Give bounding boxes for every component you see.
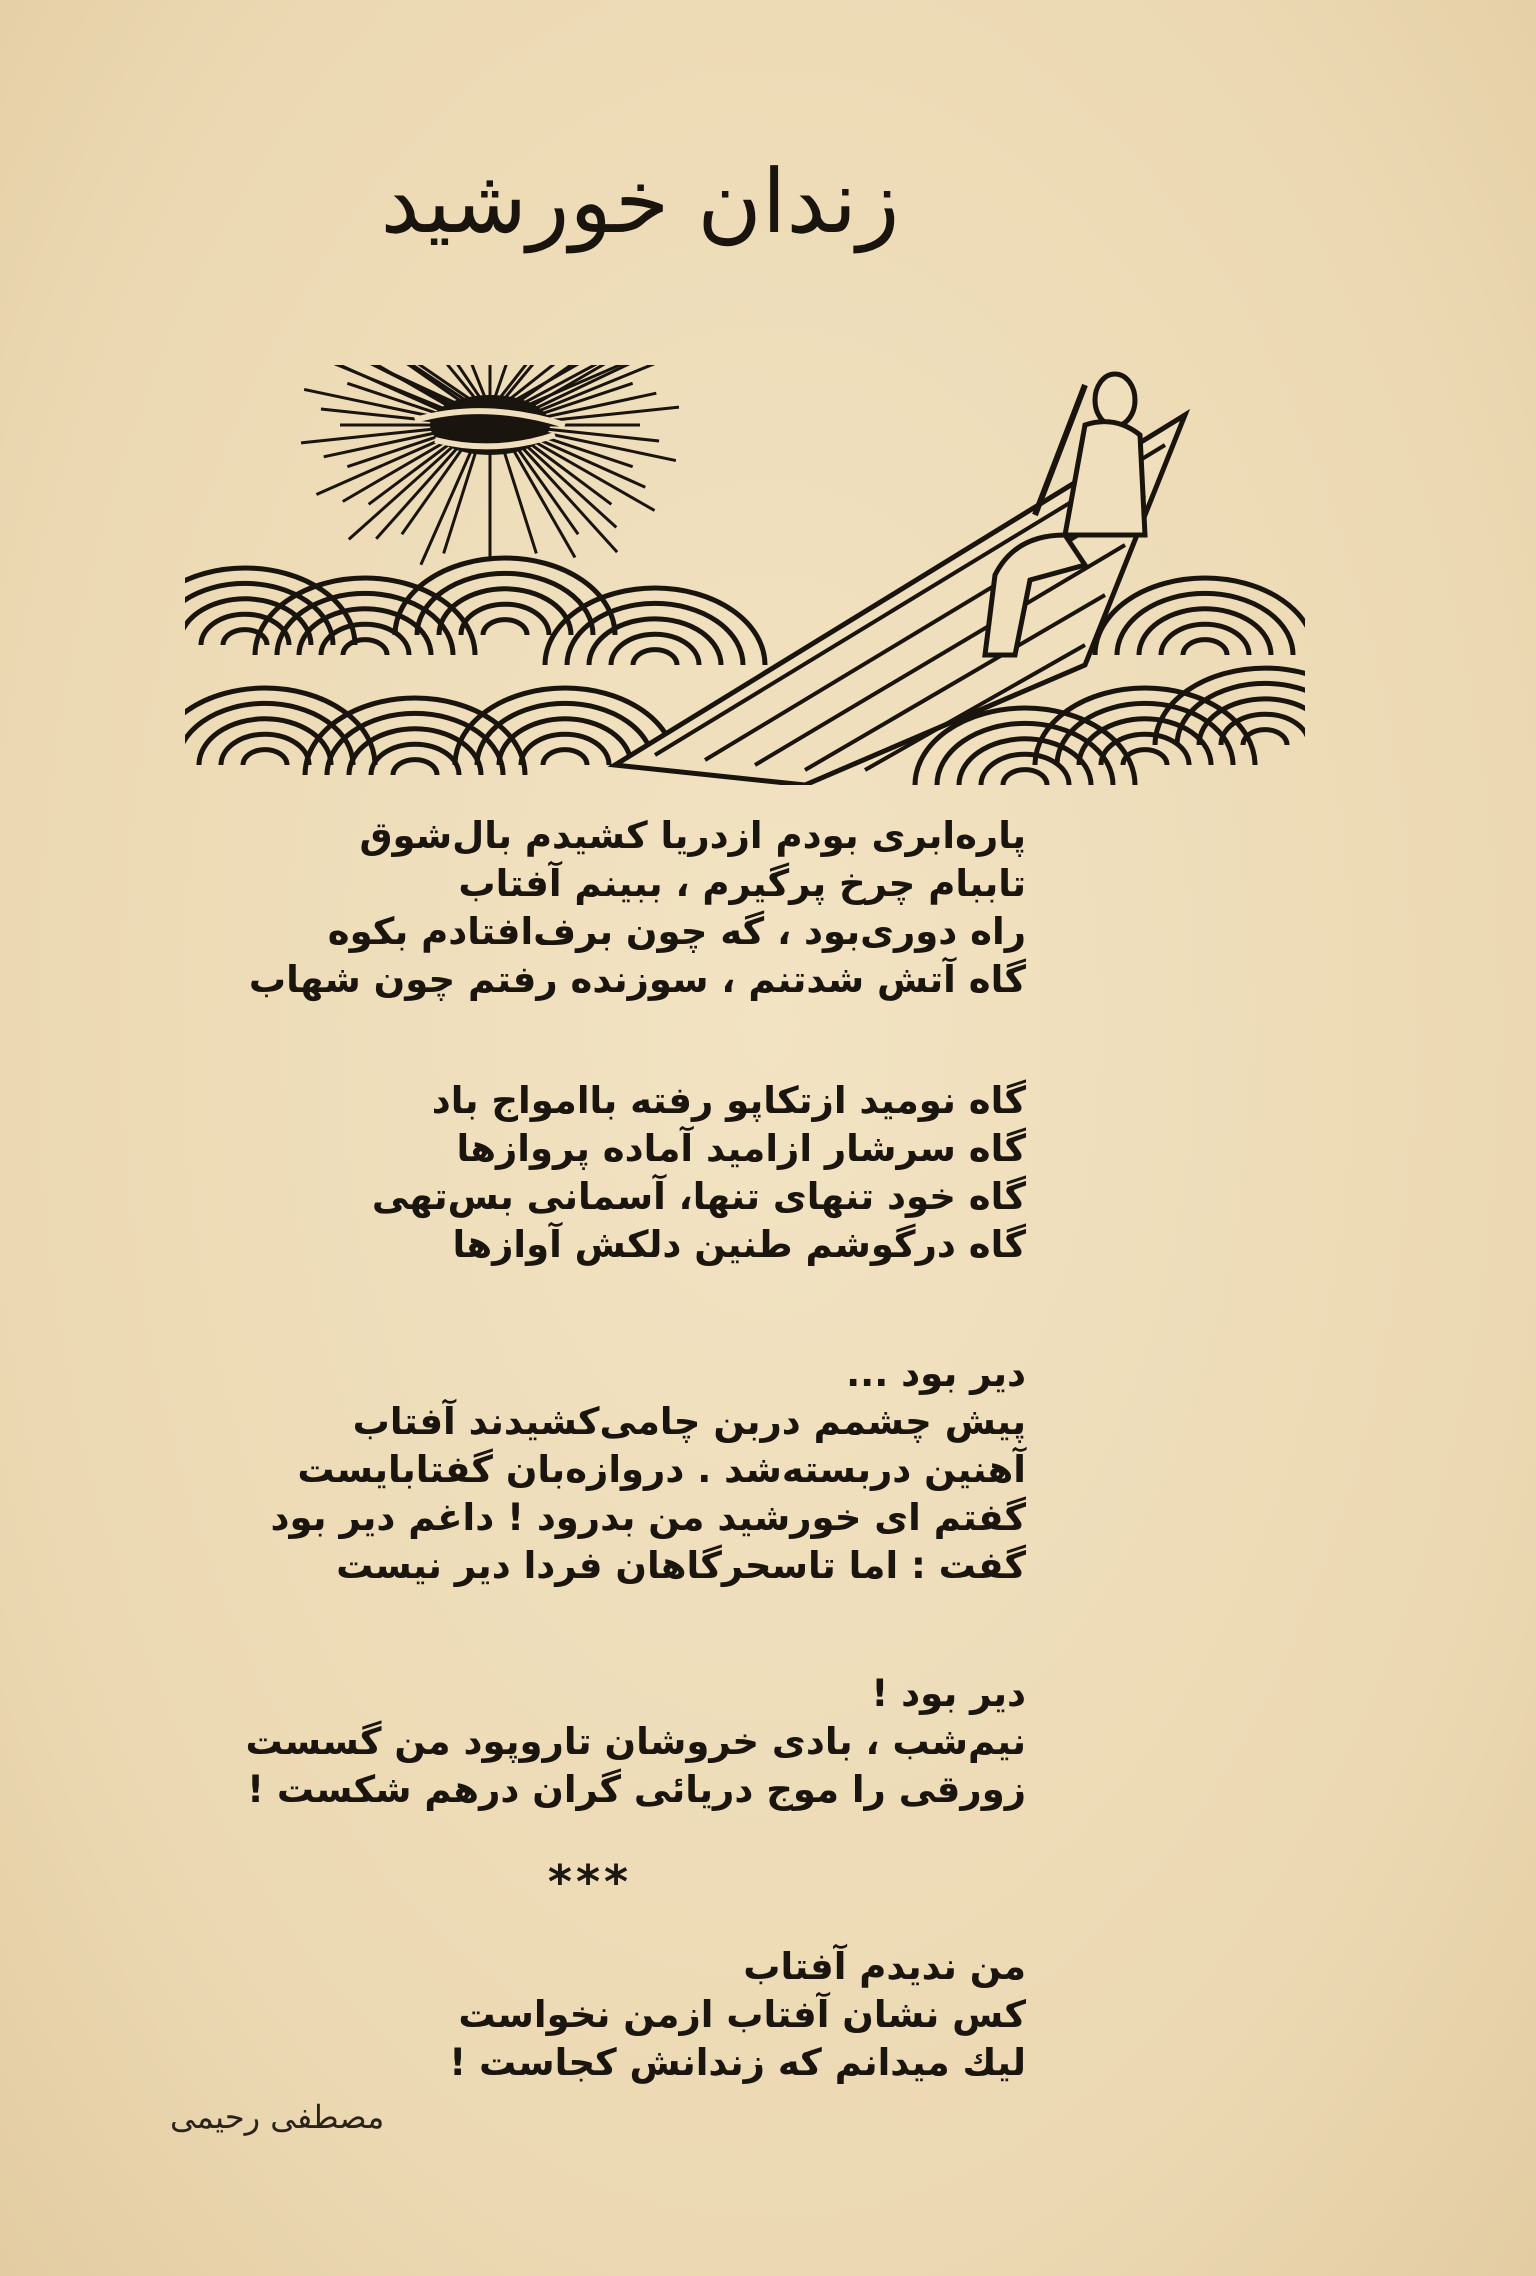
poem-line: گفتم ای خورشید من بدرود ! داغم دیر بود <box>270 1496 1026 1539</box>
poem-line: گفت : اما تاسحرگاهان فردا دیر نیست <box>336 1544 1026 1587</box>
poem-line: تاببام چرخ پرگیرم ، ببینم آفتاب <box>458 862 1026 905</box>
stanza-2 <box>372 1077 1026 1269</box>
poem-line: لیك میدانم که زندانش کجاست ! <box>449 2041 1026 2084</box>
poem-line: نیم‌شب ، بادی خروشان تاروپود من گسست <box>245 1720 1026 1763</box>
stanza-1 <box>249 812 1026 1004</box>
poem-line: راه دوری‌بود ، گه چون برف‌افتادم بکوه <box>327 910 1026 953</box>
stanza-3 <box>270 1350 1026 1590</box>
poem-line: گاه درگوشم طنین دلکش آوازها <box>452 1223 1026 1266</box>
poem-line: گاه خود تنهای تنها، آسمانی بس‌تهی <box>371 1175 1026 1218</box>
author-name: مصطفی رحیمی <box>170 2098 385 2136</box>
poem-line: گاه نومید ازتکاپو رفته باامواج باد <box>431 1079 1026 1122</box>
poem-line: من ندیدم آفتاب <box>743 1945 1026 1988</box>
sun-over-sea-with-boatman-woodcut-icon <box>185 365 1305 785</box>
poem-line: دیر بود ... <box>846 1352 1026 1395</box>
poem-line: پاره‌ابری بودم ازدریا کشیدم بال‌شوق <box>359 814 1026 857</box>
poem-line: گاه سرشار ازامید آماده پروازها <box>456 1127 1026 1170</box>
poem-line: زورقی را موج دریائی گران درهم شکست ! <box>247 1768 1026 1811</box>
poem-title: زندان خورشید <box>380 150 900 253</box>
stanza-4 <box>246 1670 1027 1814</box>
poem-line: دیر بود ! <box>871 1672 1026 1715</box>
poem-line: پیش چشمم دربن چامی‌کشیدند آفتاب <box>352 1400 1026 1443</box>
poem-line: آهنین دربسته‌شد . دروازه‌بان گفتابایست <box>297 1448 1026 1491</box>
poem-line: گاه آتش شدتنم ، سوزنده رفتم چون شهاب <box>248 958 1026 1001</box>
poem-line: کس نشان آفتاب ازمن نخواست <box>458 1993 1026 2036</box>
section-separator: *** <box>547 1855 633 1909</box>
stanza-5 <box>449 1943 1026 2087</box>
